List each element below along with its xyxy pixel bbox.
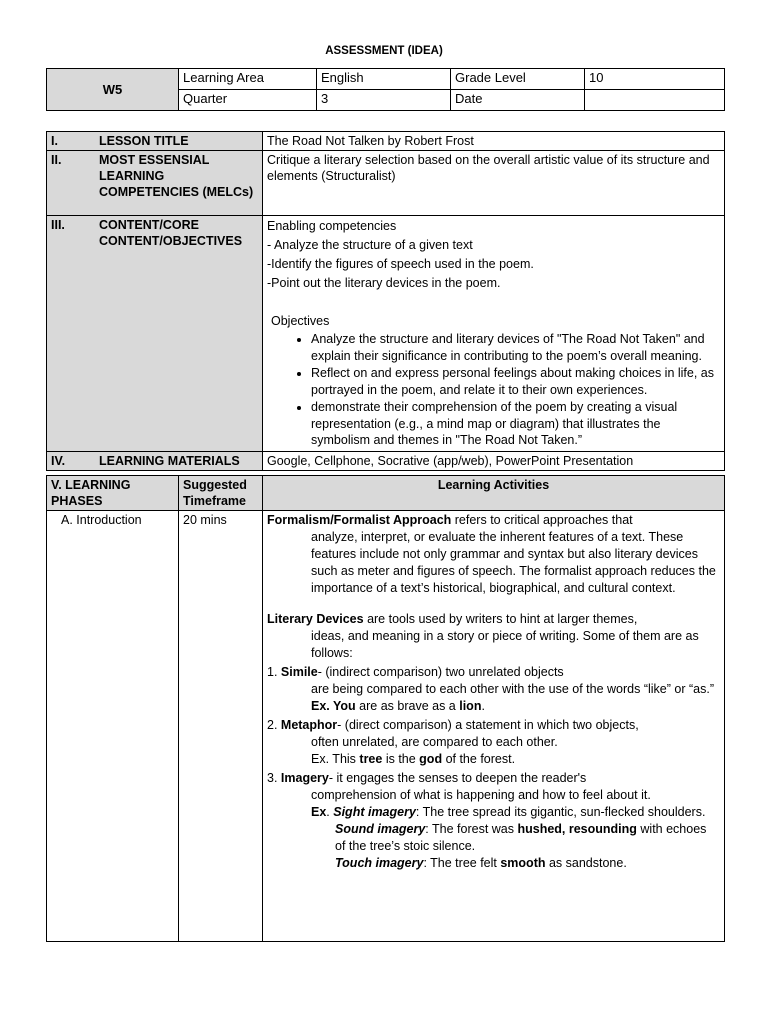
imagery-text-cont: comprehension of what is happening and how to feel about it. <box>311 787 651 802</box>
sight-example-prefix: Ex <box>311 804 327 819</box>
metaphor-text: - (direct comparison) a statement in which two objects, <box>337 717 639 732</box>
materials-label: LEARNING MATERIALS <box>99 453 240 468</box>
grade-level-value: 10 <box>585 69 725 90</box>
literary-devices-term: Literary Devices <box>267 611 364 626</box>
simile-term: Simile <box>280 664 318 679</box>
simile-example-bold: lion <box>459 698 482 713</box>
sight-imagery-term: Sight imagery <box>333 804 416 819</box>
sight-imagery-text: : The tree spread its gigantic, sun-flecked shoulders. <box>415 804 706 819</box>
lesson-title-value: The Road Not Talken by Robert Frost <box>263 132 725 151</box>
sound-imagery-bold: hushed, resounding <box>517 821 637 836</box>
objectives-heading: Objectives <box>271 314 330 328</box>
touch-imagery-term: Touch imagery <box>335 855 424 870</box>
row-number: I. <box>51 134 58 148</box>
phases-header-row <box>47 475 725 510</box>
sound-imagery-text: with echoes of the tree’s stoic silence. <box>335 821 707 853</box>
list-number: 3. <box>267 770 281 785</box>
introduction-row <box>47 510 725 941</box>
metaphor-example: is the <box>382 751 420 766</box>
phases-column-header: V. LEARNING PHASES <box>47 475 179 510</box>
document-title: ASSESSMENT (IDEA) <box>325 45 443 57</box>
objective-item: • Analyze the structure and literary devices of "The Road Not Taken" and explain their significance in contributing to the poem’s overall meaning. <box>311 331 720 364</box>
enabling-item: -Point out the literary devices in the poem. <box>267 276 501 290</box>
simile-example-prefix: Ex. You <box>311 698 356 713</box>
literary-devices-text-cont: ideas, and meaning in a story or piece of writing. Some of them are as follows: <box>311 628 699 660</box>
materials-row <box>47 451 725 470</box>
melcs-row <box>47 151 725 216</box>
content-label: CONTENT/CORE CONTENT/OBJECTIVES <box>99 218 243 248</box>
formalism-term: Formalism/Formalist Approach <box>267 512 452 527</box>
touch-imagery-bold: smooth <box>500 855 546 870</box>
objectives-list <box>267 331 720 449</box>
learning-area-value: English <box>317 69 451 90</box>
activities-column-header: Learning Activities <box>263 475 725 510</box>
lesson-table <box>46 131 725 942</box>
week-label: W5 <box>47 69 179 111</box>
timeframe-introduction: 20 mins <box>179 510 263 941</box>
lesson-title-row <box>47 132 725 151</box>
materials-value: Google, Cellphone, Socrative (app/web), PowerPoint Presentation <box>263 451 725 470</box>
metaphor-example-bold: god <box>419 751 443 766</box>
objective-item: • Reflect on and express personal feelings about making choices in life, as portrayed in the poem, and relate it to their own experiences. <box>311 365 720 398</box>
row-number: III. <box>51 218 65 232</box>
introduction-activities <box>263 510 725 941</box>
grade-level-label: Grade Level <box>451 69 585 90</box>
quarter-label: Quarter <box>179 90 317 111</box>
content-row <box>47 216 725 452</box>
metaphor-example: of the forest. <box>442 751 516 766</box>
touch-imagery-text: : The tree felt <box>423 855 501 870</box>
date-value <box>585 90 725 111</box>
date-label: Date <box>451 90 585 111</box>
metaphor-term: Metaphor <box>280 717 338 732</box>
row-number: II. <box>51 153 62 167</box>
formalism-text-cont: analyze, interpret, or evaluate the inherent features of a text. These features include not only grammar and syntax but also literary devices such as meter and figures of speech. The formalist approach reduces the importance of a text’s historical, biographical, and cultural context. <box>311 529 716 595</box>
enabling-item: -Identify the figures of speech used in the poem. <box>267 257 534 271</box>
metaphor-example: Ex. This <box>311 751 360 766</box>
timeframe-column-header: Suggested Timeframe <box>179 475 263 510</box>
learning-area-label: Learning Area <box>179 69 317 90</box>
list-number: 1. <box>267 664 281 679</box>
metaphor-example-bold: tree <box>359 751 383 766</box>
row-number: IV. <box>51 453 66 468</box>
simile-example-end: . <box>481 698 485 713</box>
simile-text: - (indirect comparison) two unrelated objects <box>317 664 564 679</box>
lesson-title-label: LESSON TITLE <box>99 134 189 148</box>
literary-devices-text: are tools used by writers to hint at larger themes, <box>363 611 638 626</box>
objective-item: • demonstrate their comprehension of the poem by creating a visual representation (e.g., a mind map or diagram) that illustrates the symbolism and themes in "The Road Not Taken.” <box>311 399 720 449</box>
touch-imagery-text: as sandstone. <box>545 855 627 870</box>
header-table <box>46 68 725 111</box>
enabling-item: - Analyze the structure of a given text <box>267 238 473 252</box>
sight-dot: . <box>326 804 334 819</box>
metaphor-text-cont: often unrelated, are compared to each other. <box>311 734 558 749</box>
sound-imagery-term: Sound imagery <box>335 821 426 836</box>
imagery-text: - it engages the senses to deepen the reader's <box>328 770 587 785</box>
imagery-term: Imagery <box>280 770 329 785</box>
formalism-text: refers to critical approaches that <box>451 512 633 527</box>
melcs-value: Critique a literary selection based on the overall artistic value of its structure and elements (Structuralist) <box>263 151 725 216</box>
enabling-heading: Enabling competencies <box>267 219 397 233</box>
simile-text-cont: are being compared to each other with the use of the words “like” or “as.” <box>311 681 714 696</box>
melcs-label: MOST ESSENSIAL LEARNING COMPETENCIES (MELCs) <box>99 153 254 199</box>
sound-imagery-text: : The forest was <box>425 821 518 836</box>
list-number: 2. <box>267 717 281 732</box>
quarter-value: 3 <box>317 90 451 111</box>
phase-introduction: A. Introduction <box>47 510 179 941</box>
simile-example: are as brave as a <box>355 698 460 713</box>
